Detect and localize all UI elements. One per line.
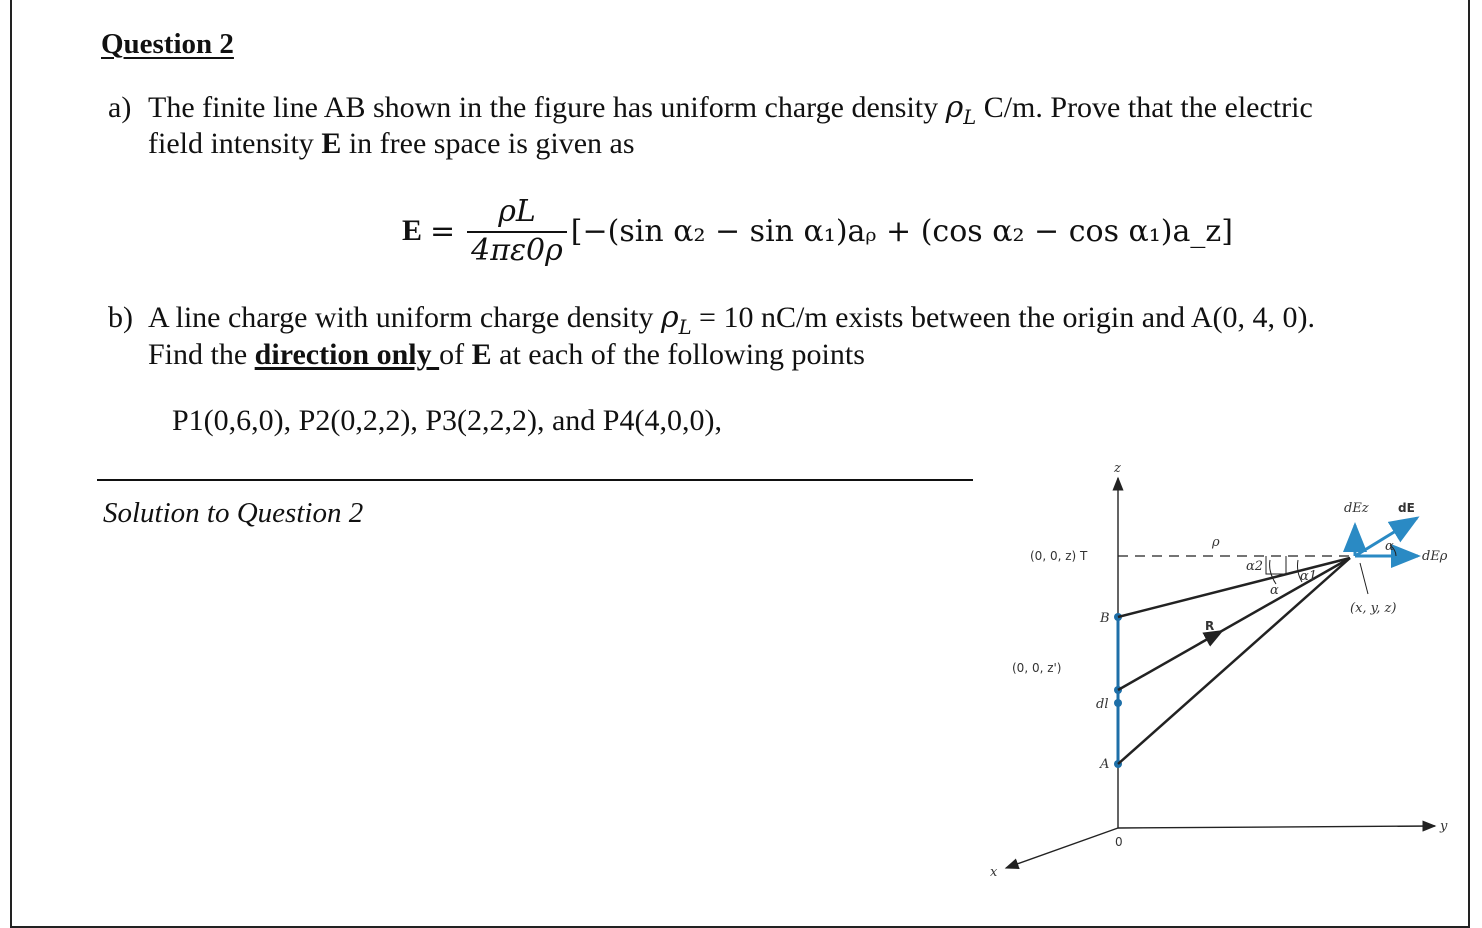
part-a-label: a) — [108, 91, 132, 124]
part-b-text-1-post: = 10 nC/m exists between the origin and A(0, 4, 0). — [691, 301, 1316, 334]
part-b-label: b) — [108, 301, 133, 334]
eq-equals: = — [430, 213, 456, 249]
origin-label: 0 — [1115, 835, 1123, 849]
points-list: P1(0,6,0), P2(0,2,2), P3(2,2,2), and P4(4,0,0), — [172, 404, 722, 437]
x-axis-label: x — [990, 865, 998, 880]
part-a-bold-E: E — [321, 127, 342, 160]
alpha-top-label: α — [1385, 539, 1394, 554]
dl-label: dl — [1096, 697, 1109, 712]
rho-subscript: L — [963, 105, 977, 129]
part-b-text-2-pre: Find the — [148, 338, 255, 371]
eq-body: [−(sin α₂ − sin α₁)aᵨ + (cos α₂ − cos α₁)a_z] — [570, 213, 1233, 249]
part-a-text-1-end: C/m. Prove that the electric — [976, 91, 1313, 124]
part-b-text-1-pre: A line charge with uniform charge density — [148, 301, 661, 334]
part-b-text-2-mid: of — [439, 338, 472, 371]
z-axis-label: z — [1114, 461, 1121, 476]
question-title: Question 2 — [101, 28, 234, 60]
rho-label: ρ — [1212, 535, 1220, 550]
alpha-label: α — [1270, 583, 1279, 598]
alpha-arc — [1270, 560, 1276, 584]
alpha1-label: α1 — [1300, 569, 1318, 584]
part-b-bold-E: E — [471, 338, 492, 371]
eq-lhs: E — [402, 214, 423, 247]
rho-symbol-b: ρ — [660, 300, 679, 335]
alpha2-label: α2 — [1246, 559, 1264, 574]
xyz-pointer — [1360, 563, 1368, 594]
eq-denominator: 4πε0ρ — [467, 231, 567, 268]
y-axis-label: y — [1440, 819, 1448, 834]
dl-dot — [1114, 699, 1122, 707]
rho-symbol: ρ — [945, 90, 964, 125]
point-T-label: (0, 0, z) T — [1030, 549, 1088, 563]
ray-from-A — [1118, 558, 1350, 764]
eq-numerator: ρL — [498, 194, 536, 229]
y-axis — [1118, 826, 1435, 828]
x-axis — [1006, 828, 1118, 868]
rho-subscript-b: L — [678, 315, 692, 339]
part-a-text-2-post: in free space is given as — [341, 127, 635, 160]
alpha2-box — [1266, 556, 1286, 574]
xyz-label: (x, y, z) — [1350, 601, 1397, 616]
point-B-label: B — [1100, 611, 1110, 626]
dErho-label: dEρ — [1422, 549, 1448, 564]
R-label: R — [1205, 619, 1215, 633]
part-a-text-2-pre: field intensity — [148, 127, 322, 160]
dE-label: dE — [1398, 501, 1415, 515]
part-b-text-2-post: at each of the following points — [491, 338, 865, 371]
point-zp-label: (0, 0, z') — [1012, 661, 1062, 675]
solution-heading: Solution to Question 2 — [103, 497, 364, 529]
point-A-label: A — [1100, 757, 1110, 772]
dEz-label: dEz — [1344, 501, 1369, 516]
direction-only-emphasis: direction only — [254, 338, 440, 371]
part-a-text-1: The finite line AB shown in the figure has uniform charge density — [148, 91, 939, 124]
